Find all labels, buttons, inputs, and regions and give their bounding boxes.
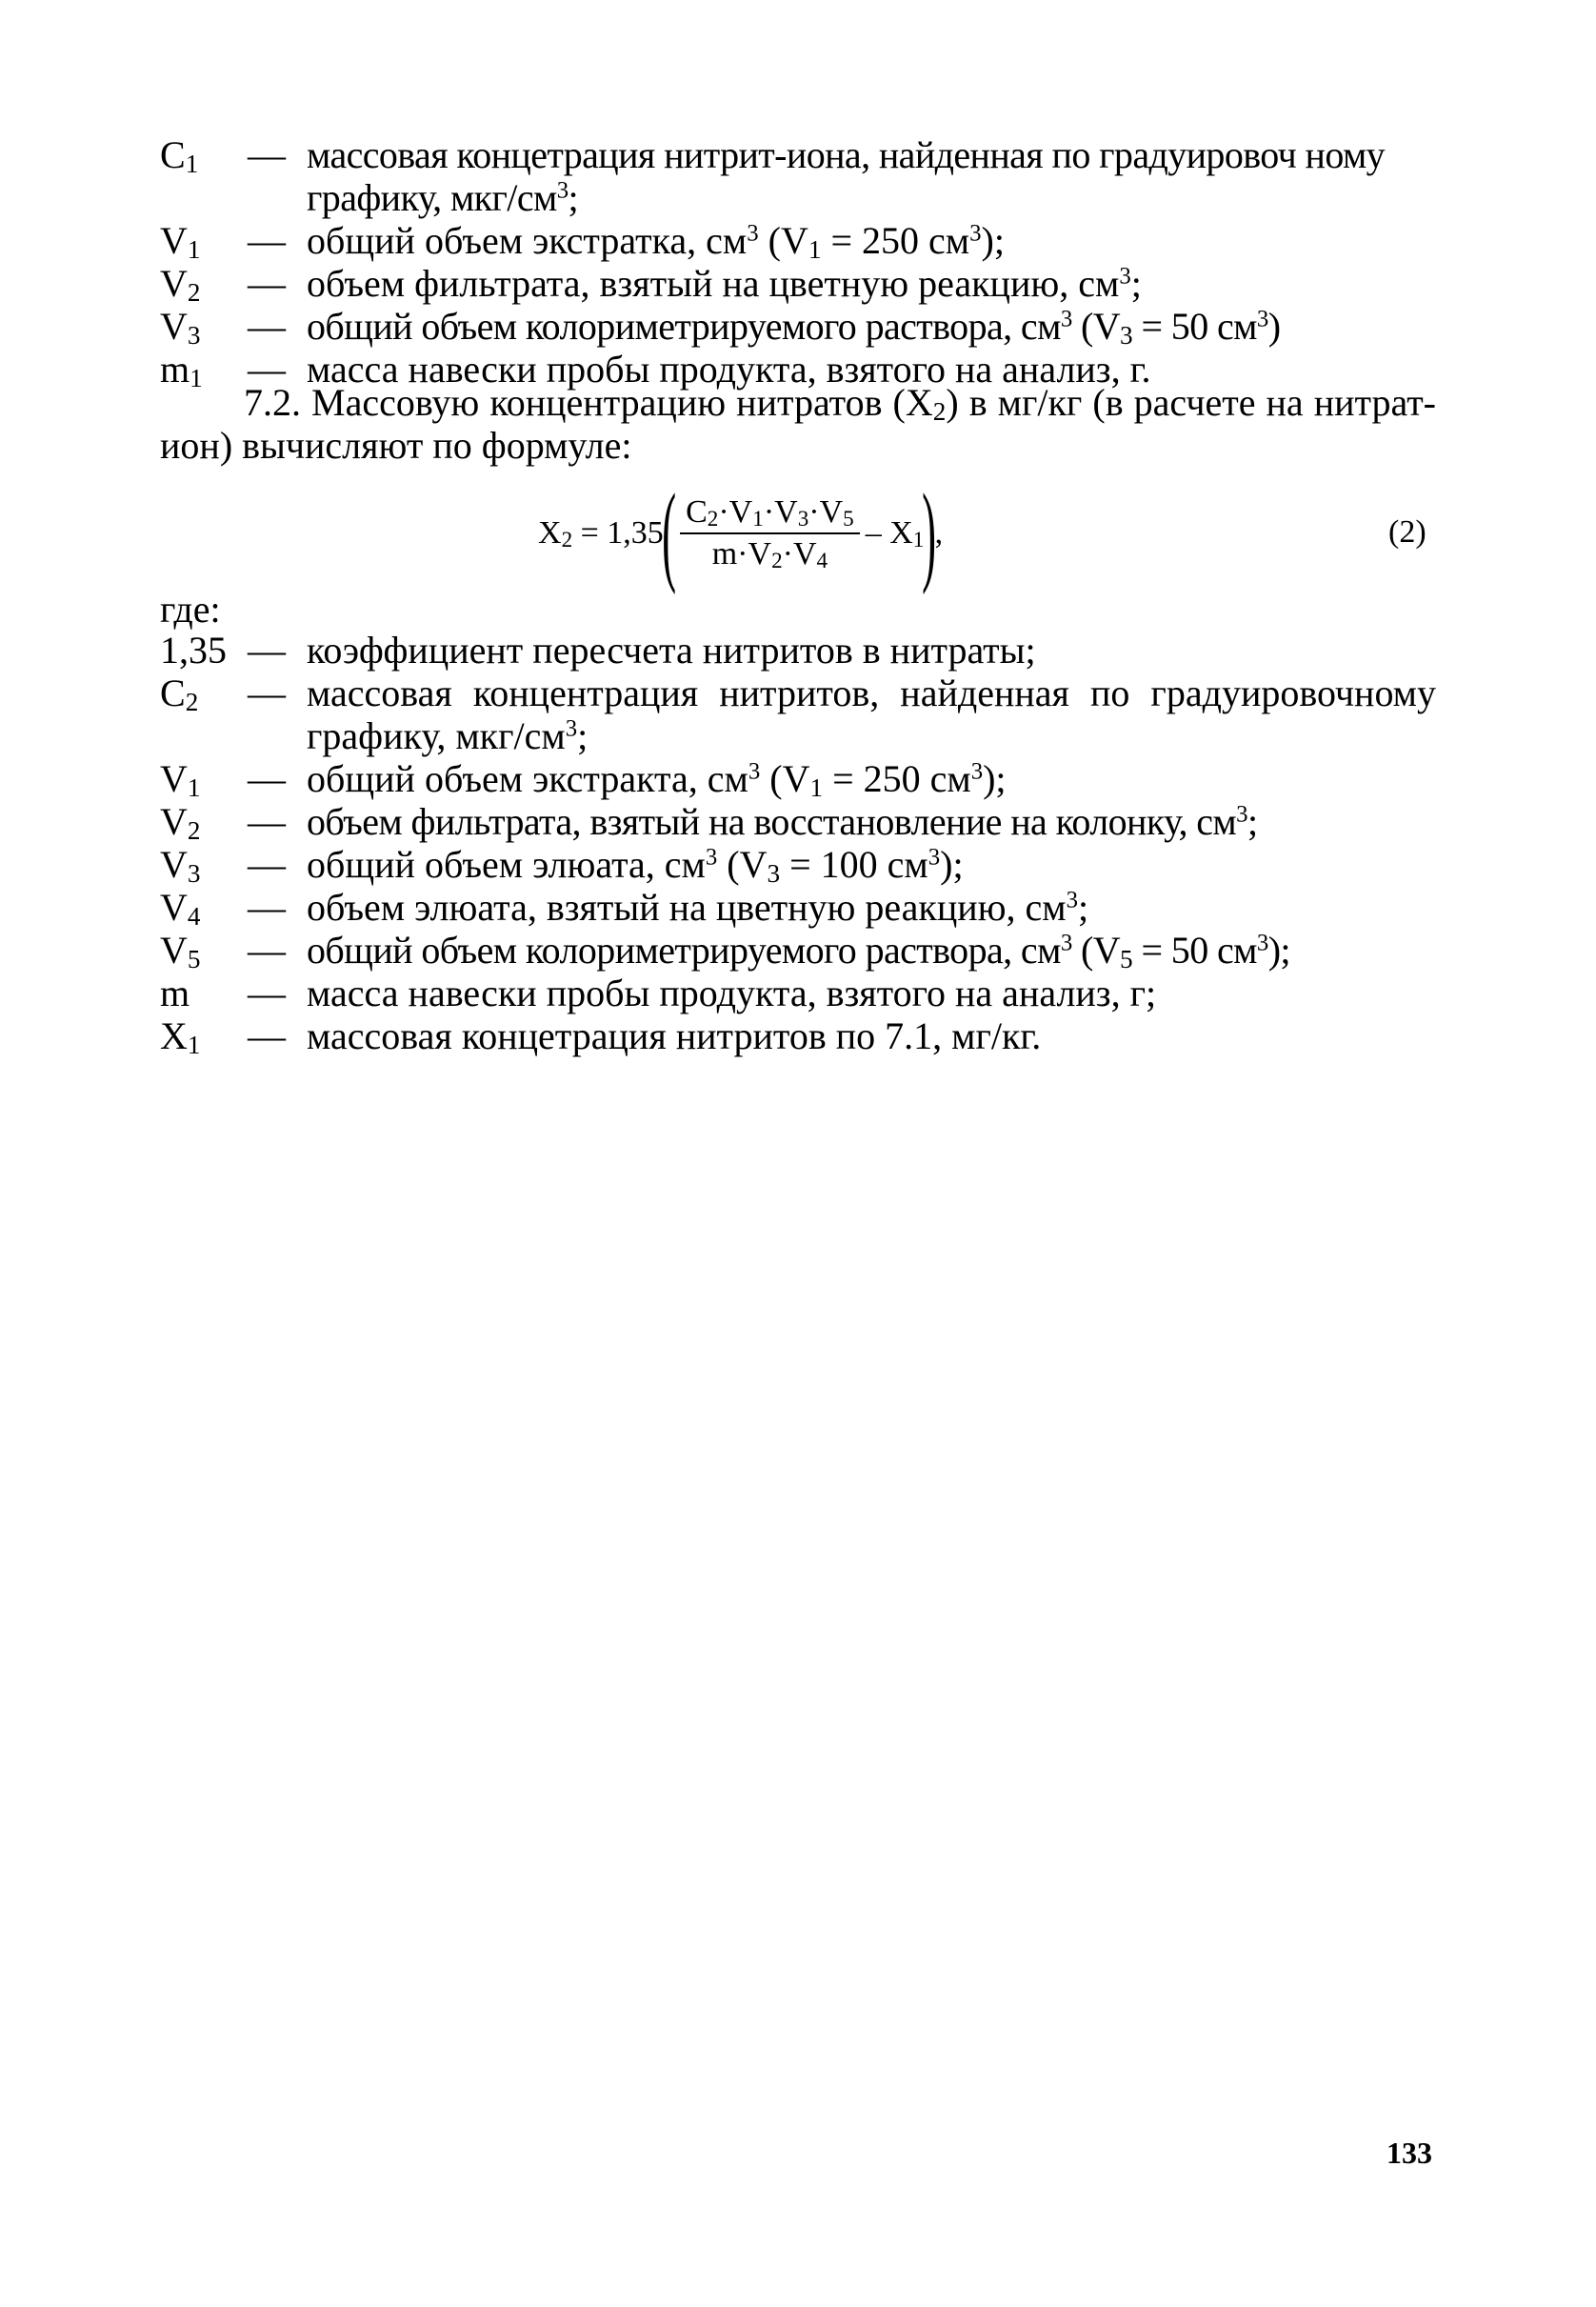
definition-row <box>160 843 1436 886</box>
definition-text: общий объем экстракта, $см^3$ ($V_1 = 250$ $см^3$); <box>307 757 1007 802</box>
dash: — <box>248 133 286 176</box>
denominator: $m\cdot V_2\cdot V_4$ <box>711 536 828 574</box>
symbol: 1,35 <box>160 629 227 672</box>
dash: — <box>248 1014 286 1057</box>
definition-text: общий объем колориметрируемого раствора, $см^3$ ($V_3 = 50$ $см^3$) <box>307 305 1281 350</box>
dash: — <box>248 672 286 714</box>
definitions-list-1 <box>160 133 1436 391</box>
dash: — <box>248 843 286 886</box>
dash: — <box>248 886 286 929</box>
definition-row <box>160 219 1436 262</box>
definition-row <box>160 972 1436 1014</box>
dash: — <box>248 348 286 391</box>
definition-text: массовая концетрация нитрит-иона, найденная по градуировоч ному графику, мкг/$см^3$; <box>307 133 1386 219</box>
definition-text: объем фильтрата, взятый на цветную реакцию, $см^3$; <box>307 262 1142 305</box>
definitions-list-2 <box>160 629 1436 1057</box>
right-paren: ) <box>922 471 937 595</box>
symbol: $V_1$ <box>160 757 201 802</box>
symbol: $C_2$ <box>160 672 199 716</box>
symbol: $V_5$ <box>160 929 201 973</box>
definition-row <box>160 629 1436 672</box>
definition-text: массовая концетрация нитритов по 7.1, мг/кг. <box>307 1014 1042 1057</box>
dash: — <box>248 929 286 972</box>
definition-text: коэффициент пересчета нитритов в нитраты; <box>307 629 1036 672</box>
fraction <box>680 494 860 572</box>
dash: — <box>248 757 286 800</box>
dash: — <box>248 629 286 672</box>
dash: — <box>248 800 286 843</box>
equation-number: (2) <box>1388 514 1426 550</box>
definition-row <box>160 929 1436 972</box>
definition-text: масса навески пробы продукта, взятого на анализ, г; <box>307 972 1157 1014</box>
definition-row <box>160 1014 1436 1057</box>
definition-text: объем фильтрата, взятый на восстановление на колонку, $см^3$; <box>307 800 1258 843</box>
formula-minus-term: – $X_1$ <box>865 515 925 553</box>
symbol: $C_1$ <box>160 133 199 178</box>
definition-row <box>160 800 1436 843</box>
dash: — <box>248 305 286 348</box>
left-paren: ( <box>661 471 676 595</box>
page-number: 133 <box>1387 2136 1432 2170</box>
definition-row <box>160 133 1436 219</box>
numerator: $C_2\cdot V_1\cdot V_3\cdot V_5$ <box>680 494 860 534</box>
symbol: $V_4$ <box>160 886 201 931</box>
dash: — <box>248 219 286 262</box>
definition-text: объем элюата, взятый на цветную реакцию, $см^3$; <box>307 886 1089 929</box>
symbol: m <box>160 972 190 1014</box>
definition-row <box>160 262 1436 305</box>
definition-row <box>160 305 1436 348</box>
symbol: $V_3$ <box>160 305 201 350</box>
definition-text: масса навески пробы продукта, взятого на анализ, г. <box>307 348 1151 391</box>
symbol: $V_2$ <box>160 262 201 307</box>
dash: — <box>248 262 286 305</box>
definition-row <box>160 672 1436 757</box>
definition-text: общий объем экстратка, $см^3$ ($V_1 = 250$ $см^3$); <box>307 219 1005 264</box>
symbol: $V_2$ <box>160 800 201 845</box>
formula-comma: , <box>934 515 944 551</box>
symbol: $X_1$ <box>160 1014 201 1059</box>
definition-text: массовая концентрация нитритов, найденная по градуировочному графику, мкг/$см^3$; <box>307 672 1436 757</box>
formula-lhs: $X_2 = 1,35$ <box>538 515 664 553</box>
dash: — <box>248 972 286 1014</box>
definition-row <box>160 757 1436 800</box>
symbol: $V_1$ <box>160 219 201 264</box>
definition-text: общий объем элюата, $см^3$ ($V_3 = 100$ $см^3$); <box>307 843 964 888</box>
formula <box>538 471 944 595</box>
where-label: где: <box>160 588 221 631</box>
definition-row <box>160 886 1436 929</box>
definition-text: общий объем колориметрируемого раствора, $см^3$ ($V_5 = 50$ $см^3$); <box>307 929 1290 973</box>
symbol: $m_1$ <box>160 348 203 392</box>
symbol: $V_3$ <box>160 843 201 888</box>
section-paragraph: 7.2. Массовую концентрацию нитратов $(X_2)$ в мг/кг (в расчете на нитрат-ион) вычисляют по формуле: <box>160 381 1436 467</box>
